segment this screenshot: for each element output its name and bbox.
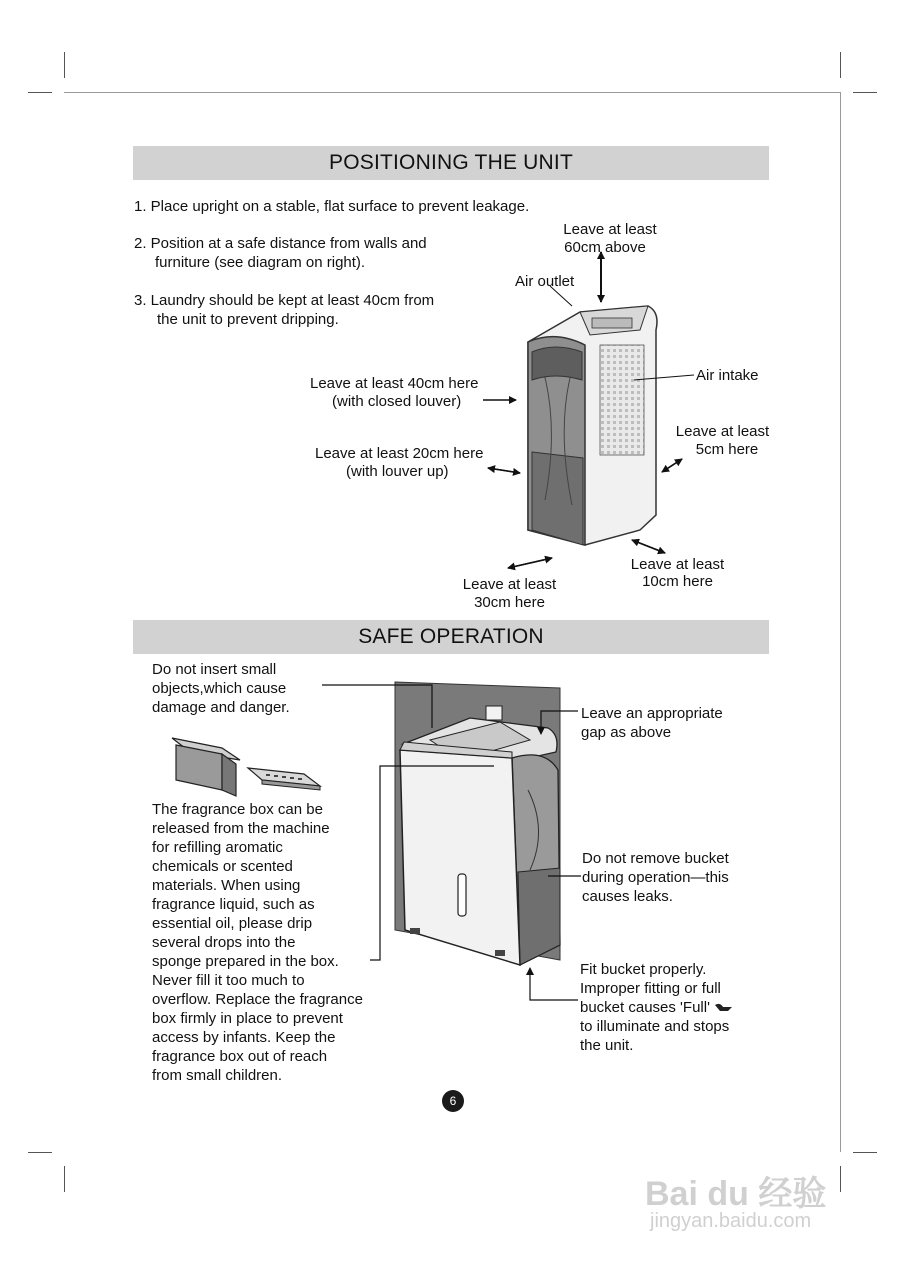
label-above-1: Leave at least: [563, 221, 657, 238]
bucket-fit-line: the unit.: [580, 1037, 634, 1054]
watermark-logo: Bai du 经验: [645, 1175, 827, 1213]
step-3-line1: 3. Laundry should be kept at least 40cm from: [134, 292, 435, 309]
text-small-objects-2: objects,which cause: [152, 680, 287, 697]
fragrance-line: chemicals or scented: [152, 858, 293, 875]
label-louver-up-1: Leave at least 20cm here: [315, 445, 484, 462]
watermark-url: jingyan.baidu.com: [650, 1210, 812, 1232]
section-title-positioning: POSITIONING THE UNIT: [133, 146, 769, 180]
fragrance-line: overflow. Replace the fragrance: [152, 991, 363, 1008]
fragrance-line: access by infants. Keep the: [152, 1029, 336, 1046]
fragrance-line: box firmly in place to prevent: [152, 1010, 343, 1027]
label-front-1: Leave at least: [462, 576, 557, 593]
fragrance-line: several drops into the: [152, 934, 296, 951]
fragrance-line: Never fill it too much to: [152, 972, 305, 989]
fragrance-line: The fragrance box can be: [152, 801, 323, 818]
label-air-intake: Air intake: [696, 367, 759, 384]
bucket-fit-line: bucket causes 'Full': [580, 999, 710, 1016]
label-side-2: 5cm here: [695, 441, 759, 458]
bucket-remove-line: causes leaks.: [582, 888, 673, 905]
bucket-fit-line: Improper fitting or full: [580, 980, 721, 997]
fragrance-line: fragrance liquid, such as: [152, 896, 315, 913]
label-side-1: Leave at least: [675, 423, 770, 440]
fragrance-line: materials. When using: [152, 877, 301, 894]
fragrance-line: sponge prepared in the box.: [152, 953, 339, 970]
text-small-objects-1: Do not insert small: [152, 661, 277, 678]
bucket-remove-line: Do not remove bucket: [582, 850, 729, 867]
text-gap-1: Leave an appropriate: [581, 705, 723, 722]
label-closed-louver-1: Leave at least 40cm here: [310, 375, 479, 392]
fragrance-line: released from the machine: [152, 820, 330, 837]
text-small-objects-3: damage and danger.: [152, 699, 290, 716]
fragrance-line: fragrance box out of reach: [152, 1048, 328, 1065]
label-louver-up-2: (with louver up): [346, 463, 449, 480]
label-above-2: 60cm above: [564, 239, 646, 256]
label-air-outlet: Air outlet: [515, 273, 575, 290]
step-2-line2: furniture (see diagram on right).: [155, 254, 366, 271]
fragrance-line: from small children.: [152, 1067, 283, 1084]
bucket-fit-line: Fit bucket properly.: [580, 961, 707, 978]
bucket-remove-line: during operation—this: [582, 869, 729, 886]
step-3-line2: the unit to prevent dripping.: [157, 311, 339, 328]
label-closed-louver-2: (with closed louver): [332, 393, 462, 410]
fragrance-line: for refilling aromatic: [152, 839, 283, 856]
label-back-2: 10cm here: [642, 573, 713, 590]
text-gap-2: gap as above: [581, 724, 672, 741]
fragrance-line: essential oil, please drip: [152, 915, 313, 932]
page-number: 6: [442, 1090, 464, 1112]
section-title-safe-operation: SAFE OPERATION: [133, 620, 769, 654]
label-back-1: Leave at least: [630, 556, 725, 573]
step-1: 1. Place upright on a stable, flat surface to prevent leakage.: [134, 198, 530, 215]
bucket-fit-line: to illuminate and stops: [580, 1018, 730, 1035]
step-2-line1: 2. Position at a safe distance from walls and: [134, 235, 427, 252]
label-front-2: 30cm here: [474, 594, 545, 611]
